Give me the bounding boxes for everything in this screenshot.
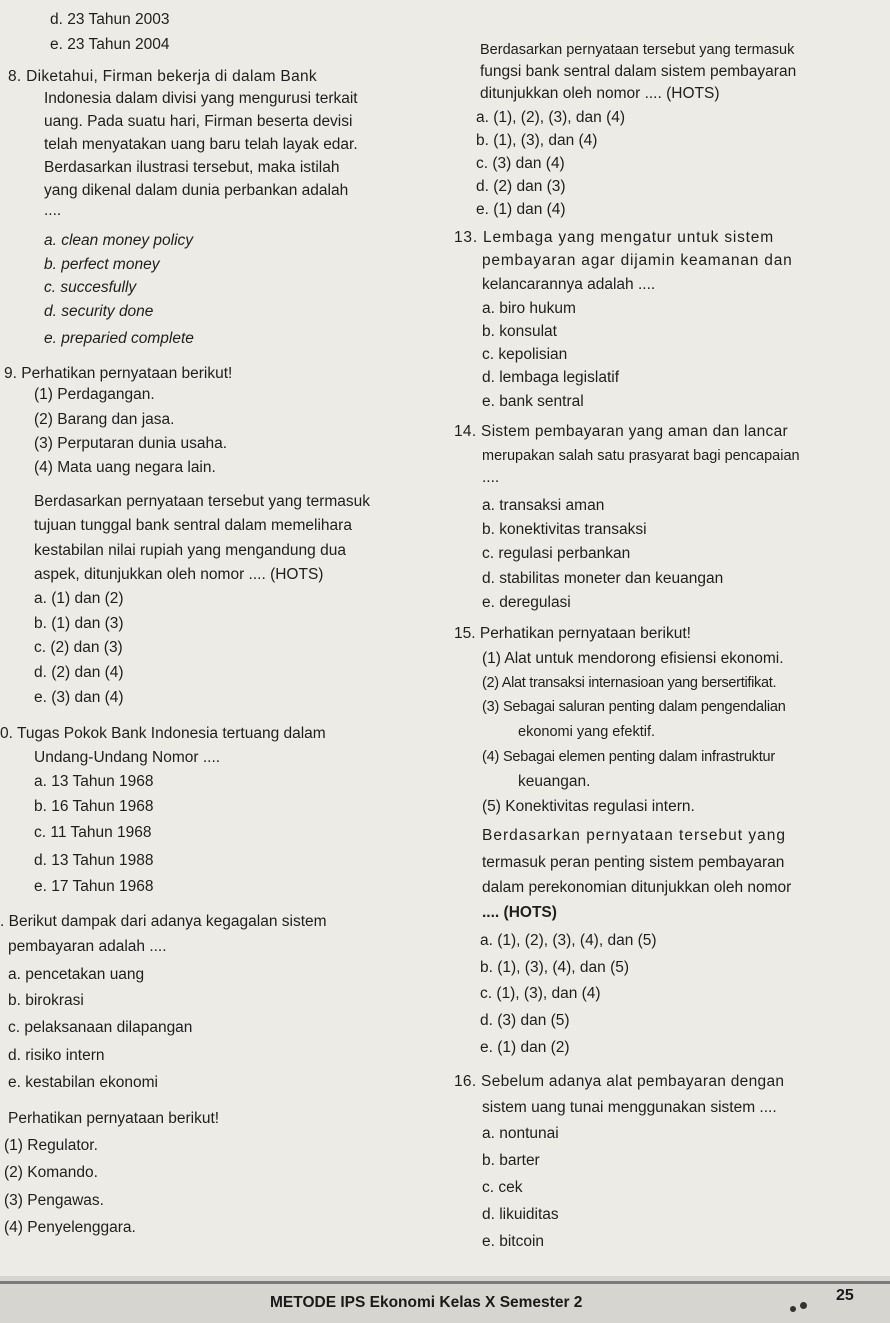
statement: (2) Alat transaksi internasioan yang bersertifikat. (482, 675, 777, 691)
text-line: Indonesia dalam divisi yang mengurusi terkait (44, 90, 358, 107)
text-line: ekonomi yang efektif. (518, 724, 656, 740)
text-line: kelancarannya adalah .... (482, 276, 656, 293)
text-line: fungsi bank sentral dalam sistem pembayaran (480, 63, 797, 80)
option-c: c. cek (482, 1179, 523, 1196)
page-number: 25 (836, 1287, 854, 1304)
question-13: 13. Lembaga yang mengatur untuk sistem (454, 229, 774, 246)
statement: (3) Pengawas. (4, 1192, 104, 1209)
option-c: c. (3) dan (4) (476, 155, 565, 172)
option-d: d. (2) dan (4) (34, 664, 124, 681)
statement: (1) Alat untuk mendorong efisiensi ekonomi. (482, 650, 784, 667)
text-line: .... (44, 202, 62, 219)
option-a: a. (1), (2), (3), (4), dan (5) (480, 932, 657, 949)
text-line: sistem uang tunai menggunakan sistem .... (482, 1099, 777, 1116)
option-b: b. konektivitas transaksi (482, 521, 647, 538)
option-b: b. (1), (3), dan (4) (476, 132, 598, 149)
text-line: Berdasarkan ilustrasi tersebut, maka istilah (44, 159, 340, 176)
question-10: 0. Tugas Pokok Bank Indonesia tertuang dalam (0, 725, 326, 742)
option-b: b. (1), (3), (4), dan (5) (480, 959, 630, 976)
text-line: Berdasarkan pernyataan tersebut yang termasuk (480, 42, 795, 58)
option-a: a. 13 Tahun 1968 (34, 773, 154, 790)
option-e: e. (3) dan (4) (34, 689, 124, 706)
statement: (4) Sebagai elemen penting dalam infrastruktur (482, 749, 776, 765)
statement: (2) Komando. (4, 1164, 98, 1181)
option-d: d. (3) dan (5) (480, 1012, 570, 1029)
text-line: pembayaran adalah .... (8, 938, 167, 955)
question-15: 15. Perhatikan pernyataan berikut! (454, 625, 691, 642)
option-b: b. perfect money (44, 256, 160, 273)
option-b: b. konsulat (482, 323, 557, 340)
option-c: c. pelaksanaan dilapangan (8, 1019, 193, 1036)
footer-book-title: METODE IPS Ekonomi Kelas X Semester 2 (270, 1294, 583, 1311)
statement: (4) Penyelenggara. (4, 1219, 136, 1236)
text-line: Berdasarkan pernyataan tersebut yang (482, 827, 786, 844)
text-line: aspek, ditunjukkan oleh nomor .... (HOTS) (34, 566, 324, 583)
option-d: d. security done (44, 303, 154, 320)
option-c: c. regulasi perbankan (482, 545, 631, 562)
footer-divider (0, 1281, 890, 1284)
question-8: 8. Diketahui, Firman bekerja di dalam Bank (8, 68, 317, 85)
text-line: Undang-Undang Nomor .... (34, 749, 221, 766)
text-line: .... (HOTS) (482, 904, 557, 921)
option-b: b. 16 Tahun 1968 (34, 798, 154, 815)
option-e: e. bank sentral (482, 393, 584, 410)
option-c: c. kepolisian (482, 346, 568, 363)
option-b: b. birokrasi (8, 992, 84, 1009)
decorative-dot-icon (790, 1306, 796, 1312)
statement: (2) Barang dan jasa. (34, 411, 175, 428)
question-11: . Berikut dampak dari adanya kegagalan sistem (0, 913, 327, 930)
option-d: d. (2) dan (3) (476, 178, 566, 195)
option-d: d. likuiditas (482, 1206, 559, 1223)
option-e: e. (1) dan (2) (480, 1039, 570, 1056)
option-e: e. (1) dan (4) (476, 201, 566, 218)
option-b: b. (1) dan (3) (34, 615, 124, 632)
statement: (3) Sebagai saluran penting dalam pengendalian (482, 699, 786, 715)
text-line: Perhatikan pernyataan berikut! (8, 1110, 220, 1127)
text-line: pembayaran agar dijamin keamanan dan (482, 252, 793, 269)
text-line: telah menyatakan uang baru telah layak edar. (44, 136, 358, 153)
option-a: a. (1) dan (2) (34, 590, 124, 607)
statement: (4) Mata uang negara lain. (34, 459, 216, 476)
text-line: uang. Pada suatu hari, Firman beserta devisi (44, 113, 353, 130)
option-e: e. 17 Tahun 1968 (34, 878, 154, 895)
text-line: d. 23 Tahun 2003 (50, 11, 170, 28)
option-e: e. bitcoin (482, 1233, 545, 1250)
option-a: a. biro hukum (482, 300, 576, 317)
text-line: merupakan salah satu prasyarat bagi pencapaian (482, 448, 800, 464)
option-e: e. preparied complete (44, 330, 194, 347)
text-line: kestabilan nilai rupiah yang mengandung dua (34, 542, 346, 559)
option-a: a. transaksi aman (482, 497, 605, 514)
statement: (3) Perputaran dunia usaha. (34, 435, 228, 452)
option-c: c. succesfully (44, 279, 137, 296)
option-c: c. (1), (3), dan (4) (480, 985, 601, 1002)
text-line: keuangan. (518, 773, 591, 790)
text-line: yang dikenal dalam dunia perbankan adalah (44, 182, 349, 199)
option-b: b. barter (482, 1152, 540, 1169)
option-a: a. (1), (2), (3), dan (4) (476, 109, 626, 126)
question-14: 14. Sistem pembayaran yang aman dan lancar (454, 423, 788, 440)
text-line: termasuk peran penting sistem pembayaran (482, 854, 785, 871)
option-a: a. pencetakan uang (8, 966, 145, 983)
text-line: Berdasarkan pernyataan tersebut yang termasuk (34, 493, 371, 510)
option-e: e. kestabilan ekonomi (8, 1074, 158, 1091)
option-d: d. risiko intern (8, 1047, 105, 1064)
option-d: d. 13 Tahun 1988 (34, 852, 154, 869)
option-c: c. 11 Tahun 1968 (34, 824, 152, 841)
option-e: e. deregulasi (482, 594, 571, 611)
text-line: e. 23 Tahun 2004 (50, 36, 170, 53)
option-d: d. stabilitas moneter dan keuangan (482, 570, 724, 587)
text-line: .... (482, 469, 500, 486)
question-16: 16. Sebelum adanya alat pembayaran dengan (454, 1073, 785, 1090)
text-line: tujuan tunggal bank sentral dalam memelihara (34, 517, 352, 534)
option-a: a. nontunai (482, 1125, 559, 1142)
option-d: d. lembaga legislatif (482, 369, 619, 386)
question-9: 9. Perhatikan pernyataan berikut! (4, 365, 233, 382)
statement: (1) Regulator. (4, 1137, 98, 1154)
statement: (5) Konektivitas regulasi intern. (482, 798, 695, 815)
decorative-dot-icon (800, 1302, 807, 1309)
statement: (1) Perdagangan. (34, 386, 155, 403)
option-a: a. clean money policy (44, 232, 194, 249)
text-line: ditunjukkan oleh nomor .... (HOTS) (480, 85, 720, 102)
option-c: c. (2) dan (3) (34, 639, 123, 656)
text-line: dalam perekonomian ditunjukkan oleh nomor (482, 879, 792, 896)
